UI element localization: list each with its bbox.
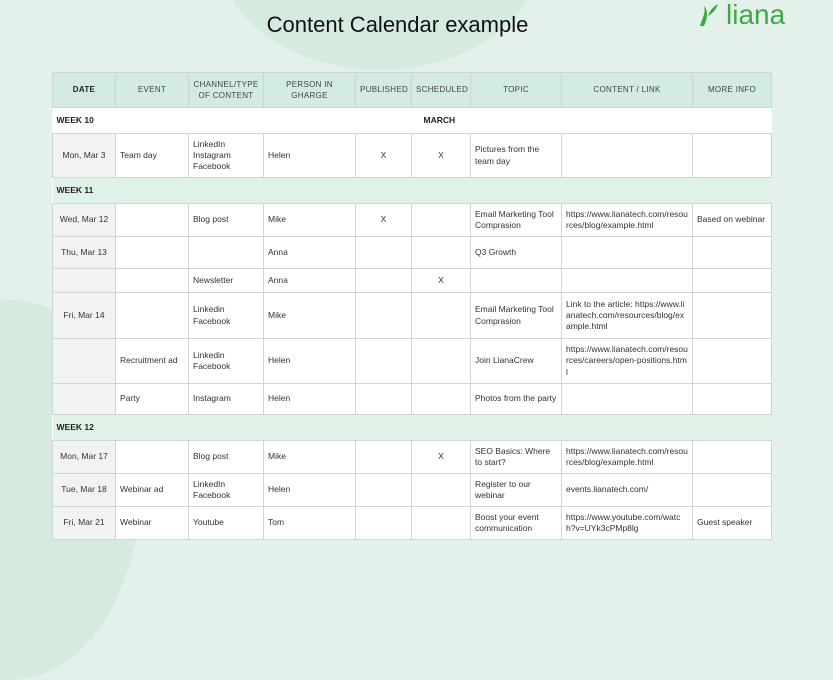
cell-topic: SEO Basics: Where to start? [471, 441, 562, 474]
cell-event: Recruitment ad [116, 339, 189, 384]
cell-channel: Blog post [189, 441, 264, 474]
cell-person: Mike [264, 204, 356, 237]
cell-scheduled [412, 237, 471, 269]
week-row [53, 178, 772, 204]
cell-person: Mike [264, 441, 356, 474]
table-row [53, 134, 772, 178]
cell-published [356, 507, 412, 540]
header-event: EVENT [116, 73, 189, 108]
header-scheduled: SCHEDULED [412, 73, 471, 108]
cell-event [116, 441, 189, 474]
cell-person: Tom [264, 507, 356, 540]
header-published: PUBLISHED [356, 73, 412, 108]
cell-channel: Linkedin Facebook [189, 339, 264, 384]
cell-channel: Newsletter [189, 269, 264, 293]
content-calendar-table [52, 72, 772, 540]
cell-date [53, 384, 116, 415]
cell-event: Party [116, 384, 189, 415]
week-label: WEEK 11 [53, 178, 772, 204]
header-more-info: MORE INFO [693, 73, 772, 108]
cell-event [116, 237, 189, 269]
cell-channel: LinkedIn Facebook [189, 474, 264, 507]
cell-topic: Pictures from the team day [471, 134, 562, 178]
cell-date: Wed, Mar 12 [53, 204, 116, 237]
cell-content-link [562, 269, 693, 293]
cell-content-link[interactable]: https://www.lianatech.com/resources/blog/example.html [562, 204, 693, 237]
cell-published [356, 474, 412, 507]
cell-content-link[interactable]: https://www.lianatech.com/resources/careers/open-positions.html [562, 339, 693, 384]
page-title: Content Calendar example [266, 12, 529, 37]
cell-topic: Register to our webinar [471, 474, 562, 507]
table-row [53, 204, 772, 237]
cell-scheduled: X [412, 134, 471, 178]
cell-published [356, 384, 412, 415]
cell-event [116, 204, 189, 237]
table-row [53, 474, 772, 507]
cell-event: Team day [116, 134, 189, 178]
cell-more-info [693, 237, 772, 269]
cell-date [53, 269, 116, 293]
liana-logo [698, 0, 785, 30]
cell-event [116, 293, 189, 339]
cell-event [116, 269, 189, 293]
cell-published: X [356, 134, 412, 178]
cell-date [53, 339, 116, 384]
cell-more-info: Guest speaker [693, 507, 772, 540]
cell-person: Helen [264, 134, 356, 178]
cell-scheduled [412, 204, 471, 237]
header-channel: CHANNEL/TYPE OF CONTENT [189, 73, 264, 108]
cell-channel: Blog post [189, 204, 264, 237]
cell-published [356, 293, 412, 339]
table-row [53, 339, 772, 384]
cell-published: X [356, 204, 412, 237]
cell-content-link [562, 134, 693, 178]
cell-scheduled [412, 474, 471, 507]
cell-scheduled [412, 384, 471, 415]
cell-content-link[interactable]: Link to the article: https://www.lianatech.com/resources/blog/example.html [562, 293, 693, 339]
cell-event: Webinar [116, 507, 189, 540]
week-label: WEEK 12 [53, 415, 772, 441]
cell-scheduled [412, 339, 471, 384]
cell-channel: Youtube [189, 507, 264, 540]
cell-scheduled: X [412, 269, 471, 293]
cell-more-info [693, 474, 772, 507]
header-person: PERSON IN GHARGE [264, 73, 356, 108]
week-row [53, 415, 772, 441]
cell-content-link[interactable]: events.lianatech.com/ [562, 474, 693, 507]
liana-leaf-icon [698, 2, 720, 28]
cell-person: Anna [264, 269, 356, 293]
cell-date: Mon, Mar 17 [53, 441, 116, 474]
cell-person: Helen [264, 384, 356, 415]
cell-topic: Email Marketing Tool Comprasion [471, 204, 562, 237]
table-row [53, 269, 772, 293]
cell-date: Fri, Mar 21 [53, 507, 116, 540]
cell-published [356, 237, 412, 269]
cell-topic [471, 269, 562, 293]
cell-channel: Linkedin Facebook [189, 293, 264, 339]
cell-date: Fri, Mar 14 [53, 293, 116, 339]
cell-event: Webinar ad [116, 474, 189, 507]
cell-date: Tue, Mar 18 [53, 474, 116, 507]
cell-topic: Photos from the party [471, 384, 562, 415]
cell-topic: Join LianaCrew [471, 339, 562, 384]
cell-date: Mon, Mar 3 [53, 134, 116, 178]
cell-person: Mike [264, 293, 356, 339]
cell-more-info [693, 134, 772, 178]
cell-person: Helen [264, 339, 356, 384]
cell-content-link [562, 384, 693, 415]
cell-more-info [693, 293, 772, 339]
cell-published [356, 441, 412, 474]
cell-content-link [562, 237, 693, 269]
header-topic: TOPIC [471, 73, 562, 108]
table-row [53, 293, 772, 339]
cell-scheduled [412, 507, 471, 540]
cell-content-link[interactable]: https://www.lianatech.com/resources/blog/example.html [562, 441, 693, 474]
cell-channel [189, 237, 264, 269]
cell-topic: Boost your event communication [471, 507, 562, 540]
cell-channel: LinkedIn Instagram Facebook [189, 134, 264, 178]
table-row [53, 507, 772, 540]
cell-published [356, 339, 412, 384]
cell-content-link[interactable]: https://www.youtube.com/watch?v=UYk3cPMp8lg [562, 507, 693, 540]
cell-more-info [693, 441, 772, 474]
cell-more-info [693, 384, 772, 415]
table-row [53, 384, 772, 415]
week-label: WEEK 10 [53, 108, 412, 134]
cell-scheduled: X [412, 441, 471, 474]
cell-channel: Instagram [189, 384, 264, 415]
logo-text: liana [726, 0, 786, 30]
cell-more-info [693, 339, 772, 384]
cell-topic: Q3 Growth [471, 237, 562, 269]
cell-more-info [693, 269, 772, 293]
week-row [53, 108, 772, 134]
cell-topic: Email Marketing Tool Comprasion [471, 293, 562, 339]
cell-scheduled [412, 293, 471, 339]
month-label: MARCH [412, 108, 772, 134]
cell-published [356, 269, 412, 293]
header-content-link: CONTENT / LINK [562, 73, 693, 108]
cell-person: Anna [264, 237, 356, 269]
table-row [53, 441, 772, 474]
cell-date: Thu, Mar 13 [53, 237, 116, 269]
table-row [53, 237, 772, 269]
header-date: DATE [53, 73, 116, 108]
cell-more-info: Based on webinar [693, 204, 772, 237]
cell-person: Helen [264, 474, 356, 507]
